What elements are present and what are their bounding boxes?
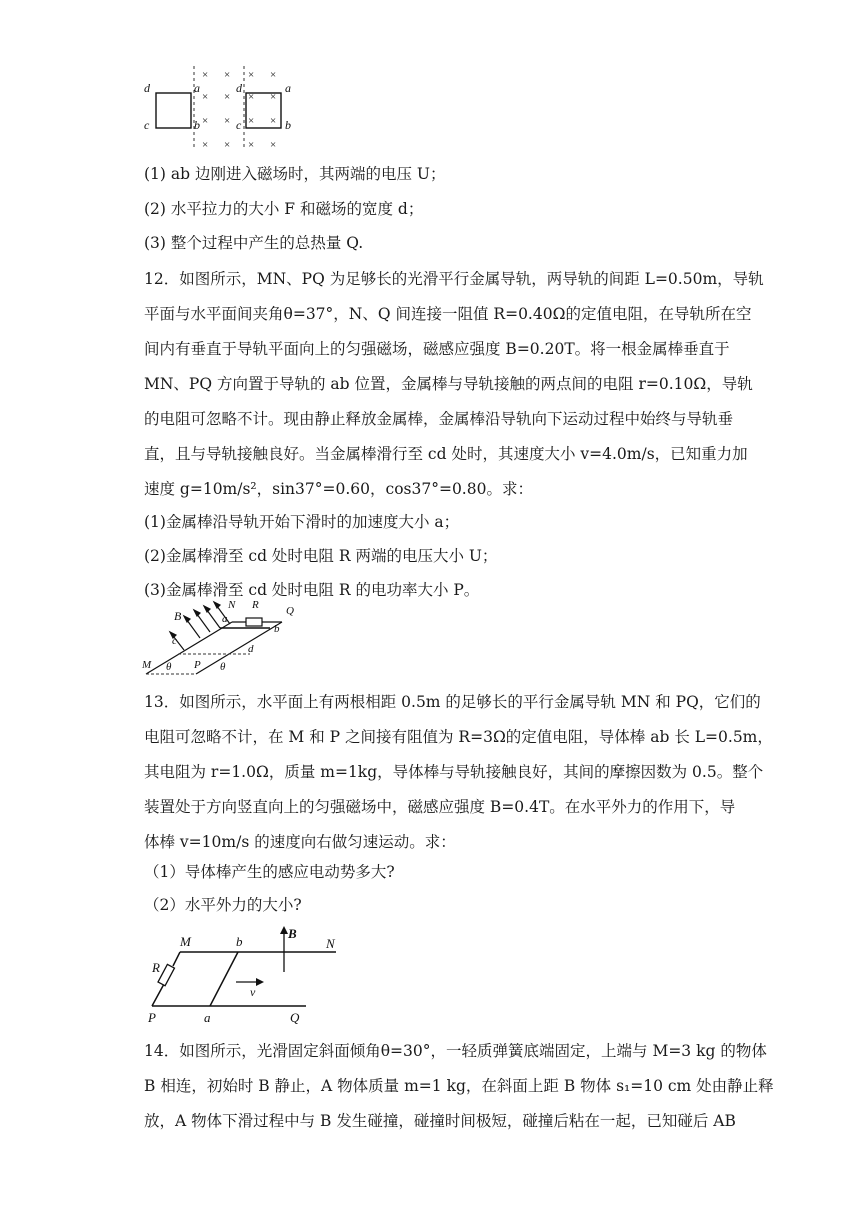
label-b: b: [274, 623, 280, 635]
field-cross: ×: [202, 69, 209, 81]
q13-sub-1: （1）导体棒产生的感应电动势多大?: [144, 863, 395, 881]
q11-sub-1: (1) ab 边刚进入磁场时，其两端的电压 U；: [144, 165, 446, 183]
field-cross: ×: [270, 69, 277, 81]
q13-line: 其电阻为 r=1.0Ω，质量 m=1kg，导体棒与导轨接触良好，其间的摩擦因数为 0.5。整个: [144, 763, 764, 781]
label-Q: Q: [286, 605, 294, 617]
q12-line: MN、PQ 方向置于导轨的 ab 位置，金属棒与导轨接触的两点间的电阻 r=0.10Ω，导轨: [144, 375, 753, 393]
q12-line: 直，且与导轨接触良好。当金属棒滑行至 cd 处时，其速度大小 v=4.0m/s，已知重力加: [144, 445, 748, 463]
q14-line: 放，A 物体下滑过程中与 B 发生碰撞，碰撞时间极短，碰撞后粘在一起，已知碰后 AB: [144, 1112, 736, 1130]
q12-sub-2: (2)金属棒滑至 cd 处时电阻 R 两端的电压大小 U；: [144, 547, 498, 565]
label-P: P: [194, 659, 201, 671]
field-cross: ×: [270, 139, 277, 151]
label-a-right: a: [285, 81, 291, 95]
q14-line: 14．如图所示，光滑固定斜面倾角θ=30°，一轻质弹簧底端固定，上端与 M=3 kg 的物体: [144, 1042, 767, 1060]
q13-line: 装置处于方向竖直向上的匀强磁场中，磁感应强度 B=0.4T。在水平外力的作用下，导: [144, 798, 736, 816]
label-a-left: a: [194, 81, 200, 95]
label-Q: Q: [290, 1010, 300, 1024]
label-theta-2: θ: [220, 661, 226, 673]
field-cross: ×: [270, 91, 277, 103]
label-c: c: [172, 635, 177, 647]
field-cross: ×: [248, 91, 255, 103]
field-cross: ×: [224, 139, 231, 151]
resistor-R: [246, 618, 262, 626]
q12-line: 的电阻可忽略不计。现由静止释放金属棒，金属棒沿导轨向下运动过程中始终与导轨垂: [144, 410, 734, 428]
field-cross: ×: [248, 115, 255, 127]
q12-line: 间内有垂直于导轨平面向上的匀强磁场，磁感应强度 B=0.20T。将一根金属棒垂直于: [144, 340, 730, 358]
field-cross: ×: [202, 139, 209, 151]
q12-line: 速度 g=10m/s²，sin37°=0.60，cos37°=0.80。求：: [144, 480, 533, 498]
label-theta-1: θ: [166, 661, 172, 673]
label-d: d: [248, 643, 254, 655]
resistor-R: [158, 964, 174, 985]
field-cross: ×: [224, 115, 231, 127]
q11-sub-3: (3) 整个过程中产生的总热量 Q.: [144, 234, 364, 252]
figure-q12: [140, 598, 308, 680]
q12-line: 12．如图所示，MN、PQ 为足够长的光滑平行金属导轨，两导轨的间距 L=0.50m，导轨: [144, 270, 764, 288]
rod-ab: [210, 952, 238, 1006]
field-cross: ×: [202, 91, 209, 103]
field-cross: ×: [248, 139, 255, 151]
q13-line: 电阻可忽略不计，在 M 和 P 之间接有阻值为 R=3Ω的定值电阻，导体棒 ab 长 L=0.5m，: [144, 728, 773, 746]
field-cross: ×: [248, 69, 255, 81]
label-M: M: [142, 659, 152, 671]
label-B: B: [174, 609, 182, 623]
label-b-left: b: [194, 118, 200, 132]
figure-q11: [140, 62, 300, 154]
q13-line: 13．如图所示，水平面上有两根相距 0.5m 的足够长的平行金属导轨 MN 和 PQ，它们的: [144, 693, 761, 711]
label-P: P: [148, 1010, 156, 1024]
q13-sub-2: （2）水平外力的大小?: [144, 896, 302, 914]
field-cross: ×: [202, 115, 209, 127]
label-B: B: [288, 926, 297, 941]
field-cross: ×: [224, 69, 231, 81]
label-b: b: [236, 934, 243, 949]
q12-sub-3: (3)金属棒滑至 cd 处时电阻 R 的电功率大小 P。: [144, 581, 480, 599]
q11-sub-2: (2) 水平拉力的大小 F 和磁场的宽度 d；: [144, 200, 424, 218]
label-a: a: [222, 613, 228, 625]
label-v: v: [250, 985, 256, 999]
label-a: a: [204, 1010, 211, 1024]
label-d-left: d: [144, 81, 150, 95]
q12-sub-1: (1)金属棒沿导轨开始下滑时的加速度大小 a；: [144, 513, 460, 531]
label-N: N: [326, 936, 335, 951]
label-c-right: c: [236, 118, 242, 132]
label-b-right: b: [285, 118, 291, 132]
label-R: R: [252, 599, 259, 611]
label-N: N: [228, 599, 236, 611]
q12-line: 平面与水平面间夹角θ=37°，N、Q 间连接一阻值 R=0.40Ω的定值电阻，在导轨所在空: [144, 305, 752, 323]
label-c-left: c: [144, 118, 150, 132]
figure-q13: [140, 924, 352, 1024]
field-cross: ×: [224, 91, 231, 103]
label-d-right: d: [236, 81, 242, 95]
field-cross: ×: [270, 115, 277, 127]
label-M: M: [180, 934, 191, 949]
label-R: R: [152, 960, 160, 975]
q13-line: 体棒 v=10m/s 的速度向右做匀速运动。求：: [144, 833, 456, 851]
coil-left: [156, 93, 191, 128]
q14-line: B 相连，初始时 B 静止，A 物体质量 m=1 kg，在斜面上距 B 物体 s₁=10 cm 处由静止释: [144, 1077, 774, 1095]
